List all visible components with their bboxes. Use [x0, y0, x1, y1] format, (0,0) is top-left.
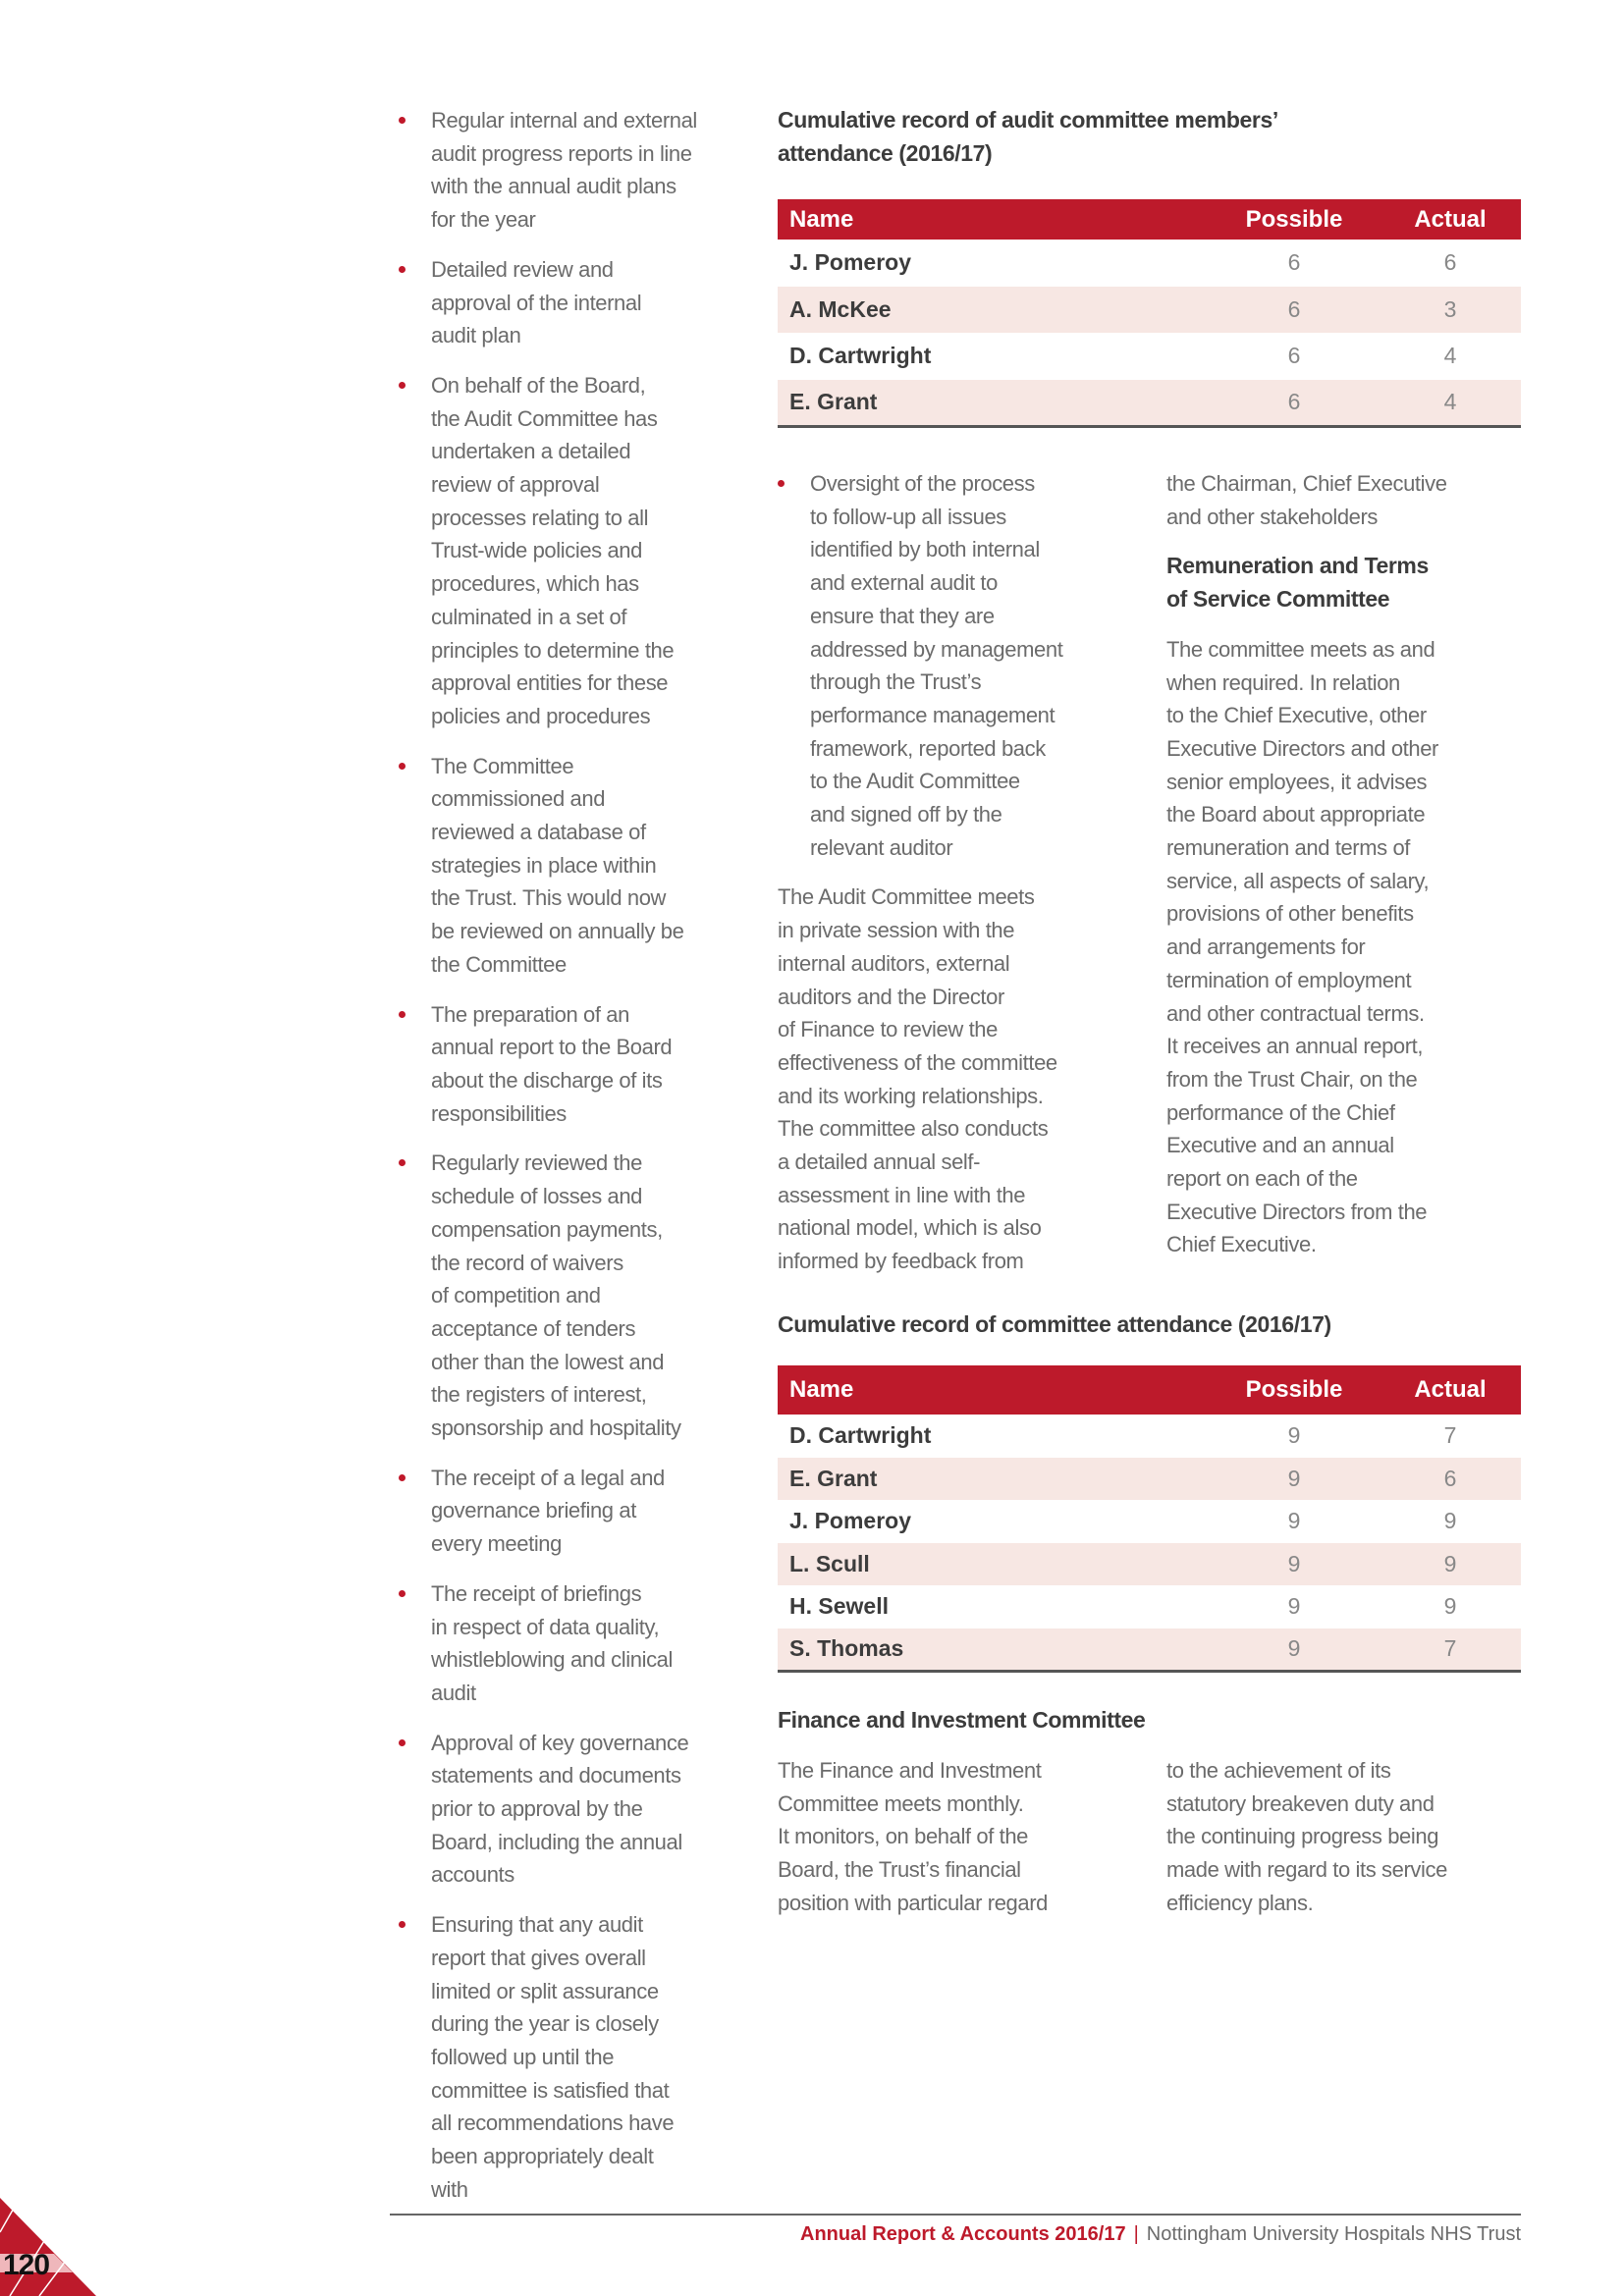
attendance-value: 6	[1209, 287, 1380, 334]
member-name: D. Cartwright	[789, 1422, 932, 1449]
column-header: Name	[778, 199, 1209, 240]
bullet-item	[399, 253, 747, 352]
text-line: culminated in a set of	[431, 604, 627, 629]
attendance-value: 4	[1443, 343, 1457, 369]
column-b	[1166, 467, 1522, 1261]
text-line: the Chairman, Chief Executive	[1166, 471, 1447, 496]
remuneration-paragraph	[1166, 633, 1522, 1261]
bullet-item	[399, 750, 747, 982]
table-row	[778, 1543, 1521, 1586]
member-name: S. Thomas	[778, 1629, 1209, 1672]
column-header: Actual	[1380, 1365, 1521, 1415]
bullet-dot	[399, 1739, 406, 1746]
bullet-item	[399, 1462, 747, 1561]
text-line: The Finance and Investment	[778, 1758, 1042, 1783]
text-line: addressed by management	[810, 636, 1063, 662]
text-line: service, all aspects of salary,	[1166, 868, 1430, 893]
text-line: and other contractual terms.	[1166, 1000, 1425, 1026]
text-line: The Committee	[431, 753, 574, 778]
table-row	[778, 240, 1521, 287]
text-line: and external audit to	[810, 570, 998, 596]
text-line: The committee meets as and	[1166, 636, 1435, 662]
table-row	[778, 1458, 1521, 1501]
text-line: It receives an annual report,	[1166, 1034, 1424, 1059]
text-line: of Finance to review the	[778, 1017, 998, 1042]
text-line: the record of waivers	[431, 1250, 623, 1275]
bullet-dot	[399, 1474, 406, 1481]
text-line: principles to determine the	[431, 637, 675, 663]
table-row	[778, 380, 1521, 427]
text-line: report on each of the	[1166, 1166, 1358, 1192]
text-line: of competition and	[431, 1283, 601, 1308]
text-line: committee is satisfied that	[431, 2077, 670, 2103]
text-line: position with particular regard	[778, 1890, 1048, 1915]
text-line: and its working relationships.	[778, 1083, 1044, 1108]
text-line: commissioned and	[431, 786, 606, 812]
remuneration-heading	[1166, 550, 1522, 615]
text-line: Remuneration and Terms	[1166, 553, 1429, 579]
text-line: during the year is closely	[431, 2011, 659, 2037]
text-line: annual report to the Board	[431, 1035, 673, 1060]
text-line: statutory breakeven duty and	[1166, 1790, 1435, 1816]
bullet-item	[399, 998, 747, 1131]
attendance-value: 9	[1209, 1629, 1380, 1672]
text-line: senior employees, it advises	[1166, 769, 1428, 794]
text-line: audit	[431, 1680, 476, 1705]
text-line: attendance (2016/17)	[778, 139, 993, 166]
text-line: Detailed review and	[431, 256, 614, 282]
table-header-row	[778, 1365, 1521, 1415]
column-header: Possible	[1209, 1365, 1380, 1415]
attendance-value: 7	[1380, 1629, 1521, 1672]
text-line: about the discharge of its	[431, 1067, 663, 1093]
text-line: report that gives overall	[431, 1945, 646, 1970]
text-line: internal auditors, external	[778, 950, 1010, 976]
page-number-badge	[0, 2198, 108, 2296]
member-name: E. Grant	[778, 1458, 1209, 1501]
text-line: responsibilities	[431, 1100, 567, 1126]
text-line: strategies in place within	[431, 852, 657, 878]
attendance-value: 3	[1380, 287, 1521, 334]
table-row	[778, 1500, 1521, 1543]
text-line: the Trust. This would now	[431, 885, 667, 911]
text-line: the registers of interest,	[431, 1382, 647, 1408]
text-line: the continuing progress being	[1166, 1824, 1439, 1849]
bullet-dot	[399, 266, 406, 273]
member-name: L. Scull	[778, 1543, 1209, 1586]
text-line: termination of employment	[1166, 967, 1412, 992]
text-line: every meeting	[431, 1531, 562, 1557]
text-line: to follow-up all issues	[810, 504, 1006, 529]
text-line: procedures, which has	[431, 571, 639, 597]
text-line: and other stakeholders	[1166, 504, 1379, 529]
text-line: The receipt of briefings	[431, 1580, 642, 1606]
text-line: statements and documents	[431, 1763, 681, 1789]
bullet-dot	[399, 1011, 406, 1018]
text-line: performance of the Chief	[1166, 1099, 1395, 1125]
text-line: other than the lowest and	[431, 1349, 665, 1374]
bullet-item	[399, 104, 747, 237]
text-line: approval of the internal	[431, 290, 642, 315]
text-line: to the achievement of its	[1166, 1758, 1391, 1783]
attendance-value: 6	[1209, 380, 1380, 427]
text-line: Committee meets monthly.	[778, 1790, 1024, 1816]
text-line: all recommendations have	[431, 2110, 675, 2136]
page-number: 120	[3, 2249, 50, 2281]
text-line: efficiency plans.	[1166, 1890, 1314, 1915]
text-line: a detailed annual self-	[778, 1149, 981, 1175]
footer-report-title: Annual Report & Accounts 2016/17	[800, 2223, 1126, 2245]
footer	[628, 2223, 1521, 2246]
attendance-value: 7	[1443, 1422, 1457, 1449]
bullet-dot	[399, 763, 406, 770]
text-line: prior to approval by the	[431, 1796, 643, 1822]
table-row	[778, 287, 1521, 334]
text-line: the Board about appropriate	[1166, 802, 1426, 828]
attendance-value: 9	[1209, 1543, 1380, 1586]
text-line: Executive Directors from the	[1166, 1199, 1428, 1224]
text-line: and arrangements for	[1166, 934, 1366, 960]
bullet-dot	[399, 1921, 406, 1928]
attendance-value: 9	[1443, 1508, 1457, 1534]
column-header: Name	[778, 1365, 1209, 1415]
table1-title	[778, 104, 1521, 170]
text-line: processes relating to all	[431, 505, 649, 530]
attendance-value: 9	[1209, 1458, 1380, 1501]
text-line: with the annual audit plans	[431, 174, 677, 199]
text-line: governance briefing at	[431, 1498, 636, 1523]
text-line: followed up until the	[431, 2044, 615, 2069]
text-line: identified by both internal	[810, 537, 1040, 562]
text-line: The preparation of an	[431, 1001, 629, 1027]
text-line: of Service Committee	[1166, 586, 1390, 613]
text-line: Approval of key governance	[431, 1730, 689, 1755]
bullet-item	[399, 1577, 747, 1710]
finance-paragraph-a	[778, 1754, 1141, 1920]
bullet-dot	[399, 382, 406, 389]
footer-separator: |	[1133, 2223, 1139, 2245]
text-line: audit plan	[431, 323, 521, 348]
text-line: national model, which is also	[778, 1215, 1042, 1241]
attendance-value: 6	[1380, 1458, 1521, 1501]
text-line: Board, the Trust’s financial	[778, 1857, 1021, 1883]
text-line: performance management	[810, 702, 1056, 727]
text-line: be reviewed on annually be	[431, 919, 684, 944]
text-line: through the Trust’s	[810, 669, 982, 695]
text-line: when required. In relation	[1166, 669, 1400, 695]
member-name: J. Pomeroy	[789, 249, 911, 276]
text-line: Oversight of the process	[810, 471, 1035, 496]
audit-committee-paragraph	[778, 881, 1141, 1277]
attendance-value: 6	[1443, 249, 1457, 276]
oversight-bullet	[778, 467, 1141, 864]
text-line: The committee also conducts	[778, 1116, 1049, 1142]
text-line: been appropriately dealt	[431, 2144, 654, 2169]
bullet-item	[399, 369, 747, 733]
attendance-value: 9	[1380, 1543, 1521, 1586]
attendance-value: 4	[1380, 380, 1521, 427]
text-line: with	[431, 2176, 468, 2202]
finance-paragraph-b	[1166, 1754, 1522, 1920]
attendance-value: 9	[1287, 1593, 1301, 1620]
member-name: J. Pomeroy	[789, 1508, 911, 1534]
bullet-dot	[778, 480, 785, 487]
bullet-item	[399, 1727, 747, 1893]
text-line: to the Audit Committee	[810, 769, 1020, 794]
text-line: compensation payments,	[431, 1216, 663, 1242]
column-header: Possible	[1209, 199, 1380, 240]
member-name: E. Grant	[778, 380, 1209, 427]
attendance-value: 9	[1287, 1508, 1301, 1534]
text-line: The Audit Committee meets	[778, 884, 1035, 910]
continued-paragraph	[1166, 467, 1522, 533]
attendance-value: 6	[1287, 343, 1301, 369]
audit-attendance-table	[778, 199, 1521, 428]
text-line: It monitors, on behalf of the	[778, 1824, 1028, 1849]
text-line: auditors and the Director	[778, 984, 1004, 1009]
text-line: schedule of losses and	[431, 1184, 643, 1209]
text-line: relevant auditor	[810, 834, 953, 860]
text-line: Chief Executive.	[1166, 1232, 1317, 1257]
text-line: from the Trust Chair, on the	[1166, 1066, 1418, 1092]
text-line: the Committee	[431, 951, 567, 977]
table-row	[778, 1629, 1521, 1672]
text-line: to the Chief Executive, other	[1166, 703, 1427, 728]
text-line: in private session with the	[778, 918, 1015, 943]
bullet-dot	[399, 1590, 406, 1597]
text-line: approval entities for these	[431, 670, 669, 696]
table-row	[778, 333, 1521, 380]
text-line: audit progress reports in line	[431, 140, 692, 166]
text-line: Regularly reviewed the	[431, 1150, 642, 1176]
text-line: policies and procedures	[431, 703, 651, 728]
column-header: Actual	[1380, 199, 1521, 240]
text-line: remuneration and terms of	[1166, 835, 1411, 861]
text-line: undertaken a detailed	[431, 439, 631, 464]
committee-attendance-table	[778, 1365, 1521, 1673]
text-line: in respect of data quality,	[431, 1614, 660, 1639]
text-line: reviewed a database of	[431, 820, 646, 845]
bullet-dot	[399, 117, 406, 124]
text-line: ensure that they are	[810, 603, 995, 628]
text-line: The receipt of a legal and	[431, 1465, 665, 1490]
text-line: review of approval	[431, 472, 600, 498]
member-name: H. Sewell	[789, 1593, 889, 1620]
bullet-dot	[399, 1159, 406, 1166]
text-line: provisions of other benefits	[1166, 901, 1414, 927]
text-line: Regular internal and external	[431, 108, 697, 133]
text-line: the Audit Committee has	[431, 405, 658, 431]
text-line: Executive Directors and other	[1166, 735, 1438, 761]
text-line: whistleblowing and clinical	[431, 1647, 674, 1673]
text-line: limited or split assurance	[431, 1978, 659, 2003]
text-line: Board, including the annual	[431, 1829, 682, 1854]
attendance-value: 9	[1287, 1422, 1301, 1449]
attendance-value: 9	[1443, 1593, 1457, 1620]
text-line: assessment in line with the	[778, 1182, 1026, 1207]
text-line: On behalf of the Board,	[431, 372, 646, 398]
text-line: Ensuring that any audit	[431, 1912, 643, 1938]
table-row	[778, 1415, 1521, 1458]
member-name: A. McKee	[778, 287, 1209, 334]
table2-title	[778, 1308, 1521, 1342]
table-row	[778, 1585, 1521, 1629]
text-line: and signed off by the	[810, 802, 1002, 828]
text-line: made with regard to its service	[1166, 1857, 1447, 1883]
text-line: sponsorship and hospitality	[431, 1415, 681, 1441]
column-a	[778, 467, 1141, 1278]
text-line: Cumulative record of audit committee members’	[778, 107, 1278, 133]
footer-organisation: Nottingham University Hospitals NHS Trust	[1146, 2223, 1521, 2245]
text-line: acceptance of tenders	[431, 1315, 636, 1341]
text-line: for the year	[431, 207, 536, 233]
text-line: Cumulative record of committee attendance (2016/17)	[778, 1311, 1331, 1337]
footer-divider	[390, 2214, 1521, 2216]
attendance-value: 6	[1287, 249, 1301, 276]
text-line: Trust-wide policies and	[431, 538, 642, 563]
text-line: accounts	[431, 1862, 514, 1888]
text-line: informed by feedback from	[778, 1249, 1024, 1274]
text-line: framework, reported back	[810, 735, 1046, 761]
finance-heading	[778, 1704, 1521, 1737]
bullet-item	[399, 1147, 747, 1444]
table-header-row	[778, 199, 1521, 240]
left-bullet-list	[399, 104, 747, 2222]
bullet-item	[399, 1908, 747, 2206]
text-line: Executive and an annual	[1166, 1133, 1394, 1158]
member-name: D. Cartwright	[789, 343, 932, 369]
text-line: effectiveness of the committee	[778, 1049, 1057, 1075]
text-line: Finance and Investment Committee	[778, 1707, 1146, 1733]
